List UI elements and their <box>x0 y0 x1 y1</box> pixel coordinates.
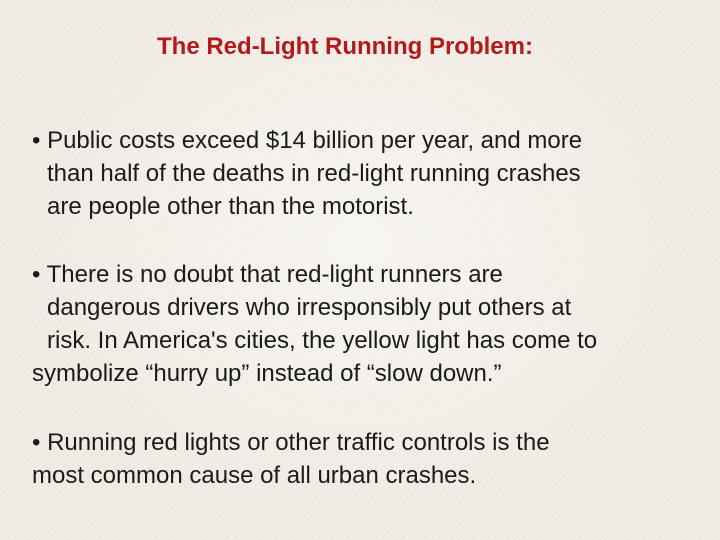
bullet-item-public-costs <box>32 124 582 223</box>
slide-title: The Red-Light Running Problem: <box>157 33 533 60</box>
bullet-line: are people other than the motorist. <box>47 193 414 220</box>
bullet-line: • Public costs exceed $14 billion per year, and more <box>32 127 583 154</box>
bullet-line: symbolize “hurry up” instead of “slow down.” <box>32 360 502 387</box>
bullet-item-urban-crashes <box>32 426 550 492</box>
bullet-line: dangerous drivers who irresponsibly put others at <box>47 294 572 321</box>
bullet-line: • There is no doubt that red-light runners are <box>32 261 503 288</box>
bullet-line: • Running red lights or other traffic controls is the <box>32 429 550 456</box>
bullet-line: risk. In America's cities, the yellow light has come to <box>47 327 598 354</box>
bullet-item-dangerous-drivers <box>32 258 597 390</box>
bullet-line: most common cause of all urban crashes. <box>32 462 477 489</box>
bullet-line: than half of the deaths in red-light running crashes <box>47 160 581 187</box>
